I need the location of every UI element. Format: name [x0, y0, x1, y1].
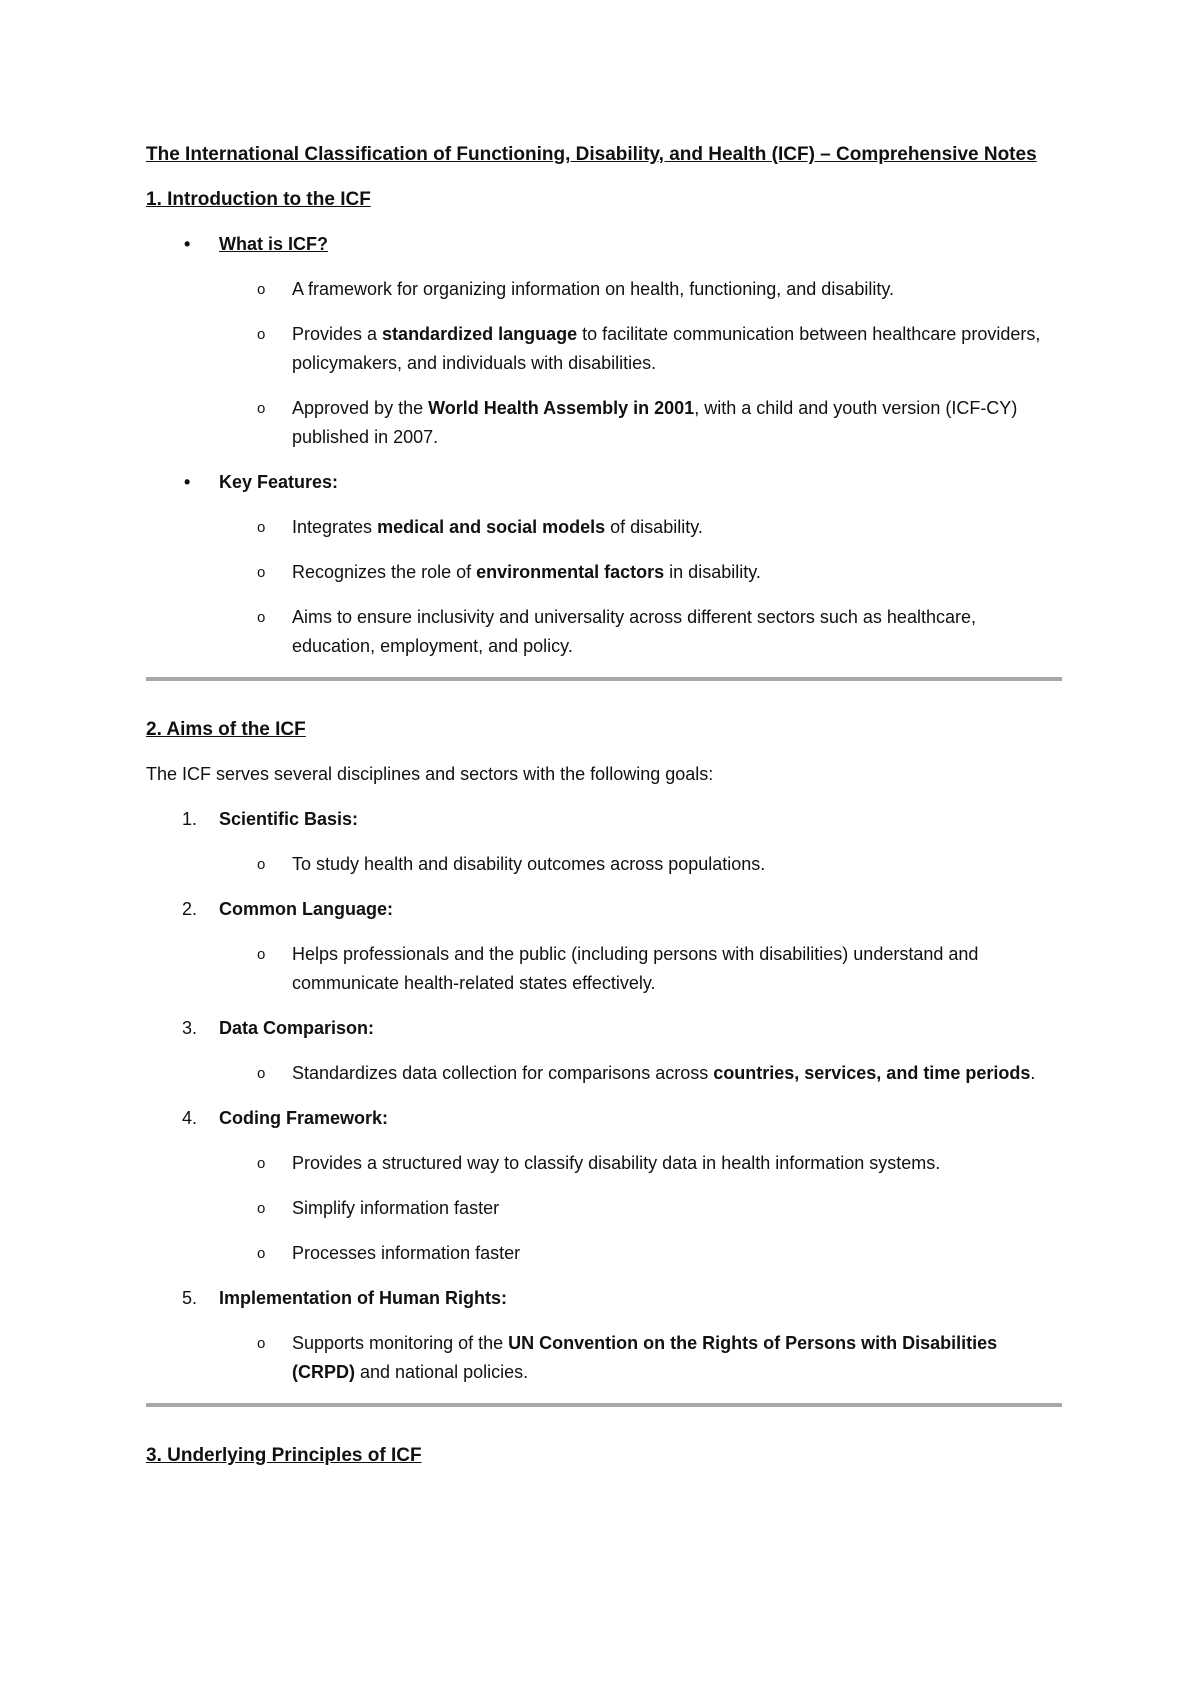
document-title: The International Classification of Functioning, Disability, and Health (ICF) – Comprehensive Notes: [146, 144, 1037, 165]
section-2-heading: 2. Aims of the ICF: [146, 719, 306, 740]
circle-bullet-icon: o: [257, 946, 266, 963]
what-is-icf-label: What is ICF?: [219, 234, 328, 254]
section-1-list: [146, 230, 1062, 661]
key-features-label: Key Features:: [219, 472, 339, 492]
what-is-icf-sublist: [219, 275, 1062, 452]
bullet-icon: •: [184, 472, 191, 492]
bullet-icon: •: [184, 234, 191, 254]
list-item: o To study health and disability outcomes across populations.: [219, 850, 1062, 879]
list-number: 2.: [182, 899, 198, 919]
list-item: o A framework for organizing information on health, functioning, and disability.: [219, 275, 1062, 304]
list-item: o Approved by the World Health Assembly in 2001, with a child and youth version (ICF-CY) published in 2007.: [219, 394, 1062, 452]
circle-bullet-icon: o: [257, 1065, 266, 1082]
aim-item: [146, 1104, 1062, 1268]
list-number: 3.: [182, 1018, 198, 1038]
list-number: 5.: [182, 1288, 198, 1308]
circle-bullet-icon: o: [257, 609, 266, 626]
circle-bullet-icon: o: [257, 1245, 266, 1262]
list-item: o Helps professionals and the public (including persons with disabilities) understand and communicate health-related states effectively.: [219, 940, 1062, 998]
aims-list: [146, 805, 1062, 1387]
list-item: o Provides a structured way to classify disability data in health information systems.: [219, 1149, 1062, 1178]
list-number: 4.: [182, 1108, 198, 1128]
bullet-key-features: [146, 468, 1062, 661]
bold-term: UN Convention on the Rights of Persons with Disabilities (CRPD): [292, 1333, 998, 1382]
horizontal-divider: [146, 677, 1062, 681]
aim-label: Coding Framework:: [219, 1108, 389, 1128]
list-number: 1.: [182, 809, 198, 829]
aim-label: Scientific Basis:: [219, 809, 359, 829]
circle-bullet-icon: o: [257, 1200, 266, 1217]
bold-term: standardized language: [382, 324, 578, 344]
section-2-intro: The ICF serves several disciplines and sectors with the following goals:: [146, 764, 714, 784]
aim-label: Implementation of Human Rights:: [219, 1288, 507, 1308]
bold-term: countries, services, and time periods: [713, 1063, 1031, 1083]
bold-term: medical and social models: [377, 517, 606, 537]
circle-bullet-icon: o: [257, 519, 266, 536]
circle-bullet-icon: o: [257, 564, 266, 581]
section-1-heading: 1. Introduction to the ICF: [146, 189, 371, 210]
list-item: o Provides a standardized language to facilitate communication between healthcare providers, policymakers, and individuals with disabilities.: [219, 320, 1062, 378]
circle-bullet-icon: o: [257, 856, 266, 873]
aim-label: Common Language:: [219, 899, 393, 919]
bold-term: World Health Assembly in 2001: [428, 398, 695, 418]
bold-term: environmental factors: [476, 562, 665, 582]
circle-bullet-icon: o: [257, 326, 266, 343]
list-item: o Aims to ensure inclusivity and universality across different sectors such as healthcare, education, employment, and policy.: [219, 603, 1062, 661]
list-item: o Integrates medical and social models of disability.: [219, 513, 1062, 542]
section-3-heading: 3. Underlying Principles of ICF: [146, 1445, 422, 1466]
key-features-sublist: [219, 513, 1062, 661]
aim-item: [146, 1014, 1062, 1088]
circle-bullet-icon: o: [257, 400, 266, 417]
bullet-what-is-icf: [146, 230, 1062, 452]
circle-bullet-icon: o: [257, 1335, 266, 1352]
aim-item: [146, 895, 1062, 998]
horizontal-divider: [146, 1403, 1062, 1407]
list-item: o Recognizes the role of environmental factors in disability.: [219, 558, 1062, 587]
circle-bullet-icon: o: [257, 1155, 266, 1172]
list-item: o Processes information faster: [219, 1239, 1062, 1268]
aim-item: [146, 1284, 1062, 1387]
aim-label: Data Comparison:: [219, 1018, 375, 1038]
document-page: [146, 140, 1062, 1486]
list-item: o Standardizes data collection for comparisons across countries, services, and time periods.: [219, 1059, 1062, 1088]
circle-bullet-icon: o: [257, 281, 266, 298]
list-item: o Supports monitoring of the UN Convention on the Rights of Persons with Disabilities (CRPD) and national policies.: [219, 1329, 1062, 1387]
list-item: o Simplify information faster: [219, 1194, 1062, 1223]
aim-item: [146, 805, 1062, 879]
